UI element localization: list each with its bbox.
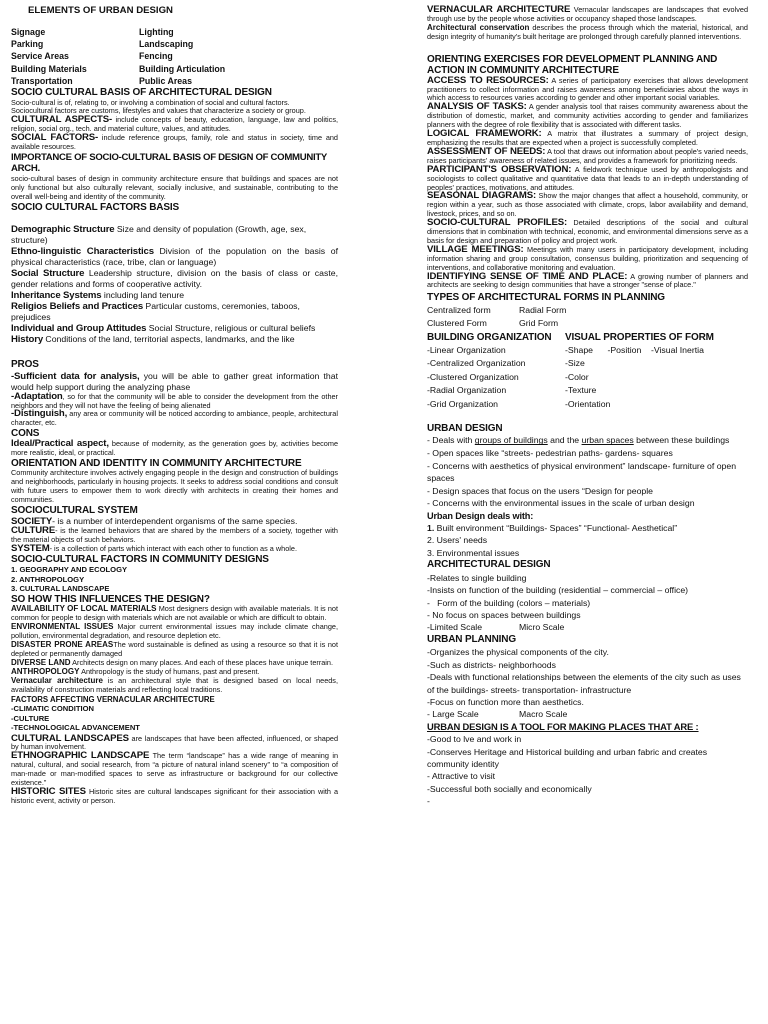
definition: Vernacular landscapes are landscapes that evolved through use by the people whose activities or occupancy shaped those landscapes. xyxy=(427,5,749,23)
list-item: -Good to lve and work in xyxy=(427,734,522,745)
list-item: -Deals with functional relationships between the elements of the city such as uses of the buildings- streets- transportation- infrastructure xyxy=(427,672,741,695)
definition: Anthropology is the study of humans, past and present. xyxy=(79,666,260,676)
exercise-item xyxy=(427,243,748,273)
term: HISTORIC SITES xyxy=(11,785,86,797)
text: Built environment “Buildings- Spaces” “Functional- Aesthetical” xyxy=(434,522,678,533)
section-heading: URBAN PLANNING xyxy=(427,633,517,645)
term: History xyxy=(11,334,44,346)
term: SYSTEM xyxy=(11,543,50,555)
term: Architectural conservation xyxy=(427,22,530,32)
term: ASSESSMENT OF NEEDS: xyxy=(427,145,546,157)
definition: - is a number of interdependent organisms of the same species. xyxy=(52,516,298,527)
term: Individual and Group Attitudes xyxy=(11,323,147,335)
definition: describes the process through which the material, historical, and design integrity of humanity's built heritage are prolonged through carefully planned interventions. xyxy=(427,22,748,41)
list-item: 3. Environmental issues xyxy=(427,547,520,558)
definition: Leadership structure, division on the basis of class or caste, gender relations and forms of cooperative activity. xyxy=(11,268,338,290)
definition: Meetings with many users in participatory development, including information sharing and group consultation, consensus building, prioritization and sequencing of interventions, and collaborative monitoring and evaluation. xyxy=(427,244,748,272)
list-item: - Form of the building (colors – materials) xyxy=(427,597,591,608)
influence-item xyxy=(11,641,338,659)
pros-item xyxy=(11,371,338,393)
paragraph xyxy=(11,134,338,152)
list-item: 2. ANTHROPOLOGY xyxy=(11,574,85,584)
landscape-item xyxy=(11,752,338,788)
list-item: -Orientation xyxy=(565,398,611,409)
list-item: 3. CULTURAL LANDSCAPE xyxy=(11,584,110,594)
term: -Distinguish, xyxy=(11,408,68,420)
term: Vernacular architecture xyxy=(11,675,103,685)
definition: Social Structure, religious or cultural beliefs xyxy=(146,323,316,334)
landscape-item xyxy=(11,785,339,806)
term: AVAILABILITY OF LOCAL MATERIALS xyxy=(11,604,157,614)
definition: A gender analysis tool that raises community awareness about the distribution of domestic, market, and community activities according to gender and familiarizes planners with the degree of role flexibility that is associated with different tasks. xyxy=(427,102,748,130)
term: SEASONAL DIAGRAMS: xyxy=(427,190,536,202)
element-item: Transportation xyxy=(11,75,73,86)
list-item: 1. GEOGRAPHY AND ECOLOGY xyxy=(11,565,128,575)
list-item: - Concerns with the environmental issues in the scale of urban design xyxy=(427,498,695,509)
term: -Sufficient data for analysis, xyxy=(11,370,140,382)
elements-row xyxy=(11,38,338,50)
list-item: - Concerns with aesthetics of physical environment” landscape- furniture of open spaces xyxy=(427,460,737,484)
scale-label: - Large Scale xyxy=(427,709,479,720)
list-item: -TECHNOLOGICAL ADVANCEMENT xyxy=(11,723,140,733)
term: Inheritance Systems xyxy=(11,290,102,302)
list-item: -Shape -Position -Visual Inertia xyxy=(565,344,704,355)
factors-basis-list xyxy=(11,224,338,345)
right-column xyxy=(427,6,748,808)
term: CULTURE xyxy=(11,525,56,537)
elements-list xyxy=(11,26,338,87)
term: PARTICIPANT'S OBSERVATION: xyxy=(427,163,572,175)
form-item: Radial Form xyxy=(519,304,567,315)
list-item xyxy=(11,268,338,290)
definition: Most designers design with available materials. It is not common for people to design with materials which are not available or which are difficult to obtain. xyxy=(11,604,339,623)
text: and the xyxy=(547,435,582,446)
left-column xyxy=(11,6,338,806)
text: - Deals with xyxy=(427,435,475,446)
section-heading: IMPORTANCE OF SOCIO-CULTURAL BASIS OF DESIGN OF COMMUNITY ARCH. xyxy=(11,151,327,175)
elements-row xyxy=(11,50,338,62)
influence-item xyxy=(11,623,338,641)
section-heading: SOCIOCULTURAL SYSTEM xyxy=(11,504,138,516)
section-heading: ORIENTATION AND IDENTITY IN COMMUNITY ARCHITECTURE xyxy=(11,457,302,469)
definition: you will be able to gather great information that would help support during the analyzing phase xyxy=(11,370,338,393)
list-item: -Centralized Organization xyxy=(427,358,526,369)
list-item xyxy=(11,301,338,323)
pros-item xyxy=(11,410,338,428)
text: between these buildings xyxy=(633,435,730,446)
definition: is an architectural style that is designed based on local needs, availability of construction materials and reflecting local traditions. xyxy=(11,675,338,694)
list-item: - xyxy=(427,796,430,807)
element-item: Signage xyxy=(11,27,46,37)
doc-title: ELEMENTS OF URBAN DESIGN xyxy=(28,5,173,16)
list-item xyxy=(11,334,338,345)
spacer xyxy=(427,42,748,54)
definition: Detailed descriptions of the social and cultural dimensions that in combination with technical, economic, and environmental dimensions serve as a basis for design and preparation of policy and project work. xyxy=(427,218,749,245)
paragraph xyxy=(427,6,748,24)
term: Demographic Structure xyxy=(11,224,115,236)
list-item: -Radial Organization xyxy=(427,385,507,396)
element-item: Service Areas xyxy=(11,51,69,62)
influence-item xyxy=(11,677,338,695)
list-item: -Color xyxy=(565,371,589,382)
term: SOCIO-CULTURAL PROFILES: xyxy=(427,217,568,229)
element-item: Lighting xyxy=(139,27,174,37)
form-item: Centralized form xyxy=(427,304,491,315)
section-heading: FACTORS AFFECTING VERNACULAR ARCHITECTURE xyxy=(11,694,215,704)
definition: Size and density of population (Growth, age, sex, structure) xyxy=(11,224,307,246)
list-item: -Grid Organization xyxy=(427,398,498,409)
list-item: - No focus on spaces between buildings xyxy=(427,610,581,620)
spacer xyxy=(11,345,338,359)
element-item: Building Articulation xyxy=(139,63,226,74)
section-heading: SOCIO CULTURAL FACTORS BASIS xyxy=(11,201,180,213)
section-heading: TYPES OF ARCHITECTURAL FORMS IN PLANNING xyxy=(427,292,665,304)
list-item xyxy=(427,434,748,447)
exercise-item xyxy=(427,270,748,291)
paragraph xyxy=(11,527,338,545)
definition: A series of participatory exercises that allows development practitioners to collect information and raises awareness among beneficiaries about the ways in which access to resources varies according to gender and other important social variables. xyxy=(427,75,748,103)
term: ACCESS TO RESOURCES: xyxy=(427,74,549,86)
term: -Adaptation xyxy=(11,390,63,402)
list-item: -Texture xyxy=(565,385,597,396)
scale-label: -Limited Scale xyxy=(427,622,483,633)
definition: - is the learned behaviors that are shared by the members of a society, together with the material objects of such behaviors. xyxy=(11,526,338,545)
definition: Conditions of the land, territorial aspects, landmarks, and the like xyxy=(43,334,295,345)
definition: include reference groups, family, role and status in society, time and available resources. xyxy=(11,133,338,152)
paragraph xyxy=(11,545,338,554)
forms-row xyxy=(427,304,748,317)
cons-item xyxy=(11,437,339,458)
element-item: Public Areas xyxy=(139,75,192,86)
list-item: 2. Users' needs xyxy=(427,535,488,546)
list-item: -Insists on function of the building (residential – commercial – office) xyxy=(427,585,689,596)
term: DIVERSE LAND xyxy=(11,657,71,667)
section-heading: SOCIO CULTURAL BASIS OF ARCHITECTURAL DESIGN xyxy=(11,87,272,99)
section-heading: SOCIO-CULTURAL FACTORS IN COMMUNITY DESIGNS xyxy=(11,553,269,565)
definition: include concepts of beauty, education, language, law and politics, religion, social org., tech. and material culture, values, and attitudes. xyxy=(11,115,338,134)
paragraph: Socio-cultural is of, relating to, or involving a combination of social and cultural factors. xyxy=(11,97,290,107)
definition: Architects design on many places. And each of these places have unique terrain. xyxy=(70,657,334,667)
exercise-item xyxy=(427,74,748,104)
term: SOCIETY xyxy=(11,516,53,528)
element-item: Fencing xyxy=(139,51,173,62)
element-item: Landscaping xyxy=(139,39,194,50)
elements-row xyxy=(11,75,338,87)
list-item: -Organizes the physical components of the city. xyxy=(427,647,609,658)
list-item: -Relates to single building xyxy=(427,572,527,583)
list-item: - Design spaces that focus on the users “Design for people xyxy=(427,485,653,496)
list-item: - Attractive to visit xyxy=(427,771,496,782)
term: ANTHROPOLOGY xyxy=(11,666,80,676)
elements-row xyxy=(11,26,338,38)
list-item xyxy=(11,224,338,246)
section-heading: SO HOW THIS INFLUENCES THE DESIGN? xyxy=(11,593,210,605)
list-item: -Successful both socially and economically xyxy=(427,783,592,794)
scale-value: Micro Scale xyxy=(519,622,565,633)
term: CULTURAL LANDSCAPES xyxy=(11,732,129,744)
elements-row xyxy=(11,63,338,75)
term: DISASTER PRONE AREAS xyxy=(11,640,114,650)
section-heading: ARCHITECTURAL DESIGN xyxy=(427,559,551,571)
term: Ethno-linguistic Characteristics xyxy=(11,246,154,258)
definition: , so for that the community will be able to consider the development from the other neighbors and they will not have the feeling of being alienated xyxy=(11,391,338,410)
list-item: -CLIMATIC CONDITION xyxy=(11,704,94,714)
definition: A tool that draws out information about people's varied needs, raises participants' awareness of related issues, and provides a framework for prioritizing needs. xyxy=(427,146,748,165)
section-heading: CONS xyxy=(11,428,40,440)
term: VERNACULAR ARCHITECTURE xyxy=(427,4,571,15)
number: 1. xyxy=(427,522,435,533)
term: ANALYSIS OF TASKS: xyxy=(427,101,527,113)
definition: are landscapes that have been affected, influenced, or shaped by human involvement. xyxy=(11,733,339,752)
forms-row xyxy=(427,317,748,330)
term: ETHNOGRAPHIC LANDSCAPE xyxy=(11,750,150,762)
building-organization-column xyxy=(427,331,565,411)
term: Religios Beliefs and Practices xyxy=(11,301,144,313)
paragraph xyxy=(427,24,748,42)
definition: A growing number of planners and architects are seeking to design communities that have a stronger "sense of place." xyxy=(427,271,748,290)
visual-properties-column xyxy=(565,331,714,411)
definition: because of modernity, as the generation goes by, activities become more realistic, ideal, or practical. xyxy=(11,438,339,457)
definition: Show the major changes that affect a household, community, or region within a year, such as those associated with climate, crops, labor availability and demand, livestock, prices, and so on. xyxy=(427,191,748,219)
definition: A matrix that illustrates a summary of project design, emphasizing the results that are expected when a project is successfully completed. xyxy=(427,129,748,147)
term: VILLAGE MEETINGS: xyxy=(427,243,524,255)
exercise-item xyxy=(427,163,749,193)
definition: Major current environmental issues may include climate change, pollution, environmental degradation, and resource depletion etc. xyxy=(11,622,338,641)
list-item: -Focus on function more than aesthetics. xyxy=(427,697,584,708)
form-item: Clustered Form xyxy=(427,317,487,328)
underlined-text: groups of buildings xyxy=(474,435,548,446)
spacer xyxy=(427,411,748,423)
spacer xyxy=(11,213,338,224)
term: IDENTIFYING SENSE OF TIME AND PLACE: xyxy=(427,270,628,282)
list-item: -CULTURE xyxy=(11,713,50,723)
underlined-text: urban spaces xyxy=(581,435,634,446)
paragraph: Sociocultural factors are customs, lifestyles and values that characterize a society or group. xyxy=(11,106,306,116)
list-item: -Conserves Heritage and Historical building and urban fabric and creates community identity xyxy=(427,746,708,770)
column-heading: BUILDING ORGANIZATION xyxy=(427,331,552,343)
form-item: Grid Form xyxy=(519,317,559,328)
definition: The word sustainable is defined as using a resource so that it is not depleted or permanently damaged xyxy=(11,640,338,658)
list-item: -Such as districts- neighborhoods xyxy=(427,659,556,670)
list-item: -Linear Organization xyxy=(427,344,506,355)
term: ENVIRONMENTAL ISSUES xyxy=(11,622,114,632)
list-item: - Open spaces like “streets- pedestrian paths- gardens- squares xyxy=(427,448,673,458)
term: LOGICAL FRAMEWORK: xyxy=(427,128,542,140)
definition: Historic sites are cultural landscapes significant for their association with a historic event, activity or person. xyxy=(11,786,339,805)
list-item xyxy=(11,290,338,301)
scale-value: Macro Scale xyxy=(519,709,568,720)
definition: - is a collection of parts which interact with each other to function as a whole. xyxy=(49,544,297,554)
element-item: Parking xyxy=(11,39,44,50)
section-heading: URBAN DESIGN IS A TOOL FOR MAKING PLACES THAT ARE : xyxy=(427,720,699,732)
paragraph: socio-cultural bases of design in community architecture ensure that buildings and spaces are not only functional but also culturally relevant, socially inclusive, and sustainable, contributing to the overall well-being and identity of the community. xyxy=(11,173,338,201)
forms-table xyxy=(427,331,748,411)
exercise-item xyxy=(427,219,748,246)
list-item xyxy=(11,246,338,268)
definition: Division of the population on the basis of physical characteristics (race, tribe, clan or language) xyxy=(11,246,338,268)
definition: any area or community will be noticed according to ambiance, people, architectural character, etc. xyxy=(11,409,338,428)
term: Ideal/Practical aspect, xyxy=(11,437,109,449)
term: SOCIAL FACTORS- xyxy=(11,132,99,144)
scale-row xyxy=(427,621,748,633)
list-item: -Clustered Organization xyxy=(427,371,519,382)
section-heading: ORIENTING EXERCISES FOR DEVELOPMENT PLANNING AND ACTION IN COMMUNITY ARCHITECTURE xyxy=(427,53,718,77)
influence-item xyxy=(11,605,338,623)
subheading: Urban Design deals with: xyxy=(427,510,534,521)
term: Social Structure xyxy=(11,268,85,280)
term: CULTURAL ASPECTS- xyxy=(11,114,113,126)
exercise-item xyxy=(427,192,748,219)
definition: Particular customs, ceremonies, taboos, prejudices xyxy=(11,301,300,323)
scale-row xyxy=(427,708,748,720)
section-heading: PROS xyxy=(11,359,39,371)
list-item xyxy=(11,323,338,334)
element-item: Building Materials xyxy=(11,63,87,74)
list-item: -Size xyxy=(565,358,585,369)
section-heading: URBAN DESIGN xyxy=(427,422,503,434)
definition: including land tenure xyxy=(101,290,185,301)
exercise-item xyxy=(427,103,748,130)
definition: The term “landscape” has a wide range of meaning in natural, cultural, and social research, from “a picture of natural inland scenery” to “a composition of man-made or man-modified spaces to serve as infrastructure or background for our collective existence.” xyxy=(11,751,339,788)
definition: A fieldwork technique used by anthropologists and sociologists to collect qualitative and quantitative data that leads to an in-depth understanding of peoples' practices, motivations, and attitudes. xyxy=(427,164,749,192)
column-heading: VISUAL PROPERTIES OF FORM xyxy=(565,331,714,343)
paragraph: Community architecture involves actively engaging people in the design and construction of buildings and neighborhoods, particularly in housing projects. It seeks to address social conditions and consult with future users to empower them to work directly with architects in creating their homes and communities. xyxy=(11,468,338,504)
list-item xyxy=(427,522,748,534)
